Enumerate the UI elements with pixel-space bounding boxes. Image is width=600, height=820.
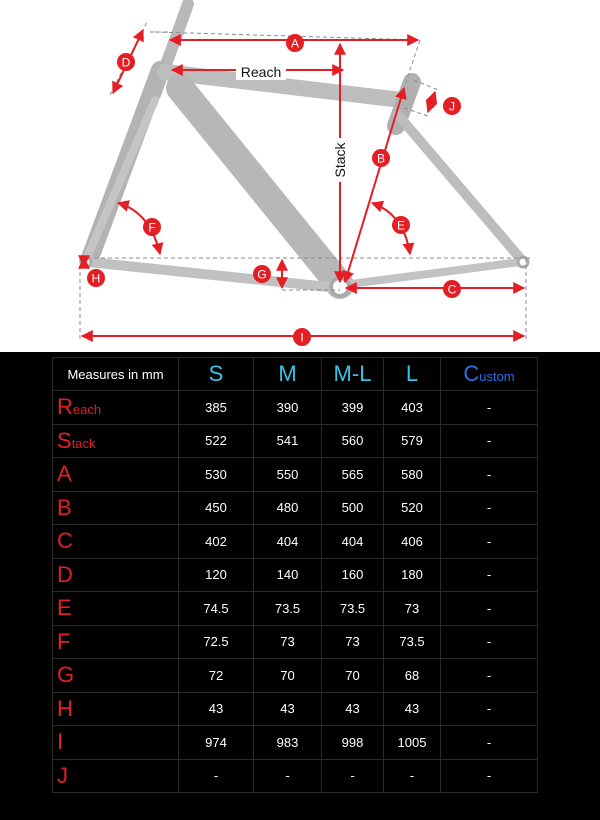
row-label: Stack: [53, 424, 179, 458]
svg-text:F: F: [148, 220, 156, 235]
badge-b: [372, 149, 390, 167]
cell-value: 983: [254, 726, 322, 760]
cell-value: 580: [384, 458, 441, 492]
cell-value: -: [441, 458, 538, 492]
cell-value: 399: [322, 391, 384, 425]
svg-text:E: E: [396, 218, 406, 233]
cell-value: -: [441, 759, 538, 793]
cell-value: 74.5: [179, 592, 254, 626]
cell-value: 140: [254, 558, 322, 592]
svg-text:H: H: [91, 271, 101, 286]
row-label: F: [53, 625, 179, 659]
cell-value: 120: [179, 558, 254, 592]
table-row: [53, 525, 538, 559]
badge-a: [286, 34, 304, 52]
size-header-l: L: [384, 358, 441, 391]
cell-value: -: [254, 759, 322, 793]
cell-value: 390: [254, 391, 322, 425]
cell-value: 43: [254, 692, 322, 726]
table-row: [53, 391, 538, 425]
cell-value: 73.5: [322, 592, 384, 626]
cell-value: -: [441, 726, 538, 760]
row-label: J: [53, 759, 179, 793]
cell-value: 68: [384, 659, 441, 693]
table-row: [53, 659, 538, 693]
cell-value: 500: [322, 491, 384, 525]
table-row: [53, 625, 538, 659]
geometry-table: [52, 357, 538, 793]
cell-value: -: [441, 525, 538, 559]
reach-label: Reach: [240, 64, 282, 80]
cell-value: 480: [254, 491, 322, 525]
cell-value: 450: [179, 491, 254, 525]
badge-h: [87, 269, 105, 287]
table-row: [53, 726, 538, 760]
badge-c: [443, 280, 461, 298]
cell-value: 406: [384, 525, 441, 559]
cell-value: 404: [322, 525, 384, 559]
badge-j: [443, 97, 461, 115]
cell-value: 73.5: [254, 592, 322, 626]
cell-value: -: [441, 391, 538, 425]
svg-text:B: B: [376, 151, 386, 166]
cell-value: -: [384, 759, 441, 793]
cell-value: -: [322, 759, 384, 793]
cell-value: 579: [384, 424, 441, 458]
stack-label: Stack: [332, 142, 348, 178]
svg-text:C: C: [447, 282, 457, 297]
badge-f: [143, 218, 161, 236]
cell-value: 565: [322, 458, 384, 492]
badge-d: [117, 53, 135, 71]
cell-value: 73: [384, 592, 441, 626]
cell-value: 73: [254, 625, 322, 659]
row-label: H: [53, 692, 179, 726]
cell-value: 43: [322, 692, 384, 726]
reference-lines: [80, 20, 530, 340]
geometry-table-wrapper: [52, 357, 538, 793]
row-label: C: [53, 525, 179, 559]
size-header-custom: Custom: [441, 358, 538, 391]
row-label: A: [53, 458, 179, 492]
size-header-s: S: [179, 358, 254, 391]
cell-value: 43: [179, 692, 254, 726]
svg-text:I: I: [300, 330, 304, 345]
cell-value: 522: [179, 424, 254, 458]
frame-drawing: [0, 0, 600, 352]
row-label: Reach: [53, 391, 179, 425]
cell-value: 72: [179, 659, 254, 693]
cell-value: 70: [254, 659, 322, 693]
row-label: D: [53, 558, 179, 592]
badge-e: [392, 216, 410, 234]
cell-value: 160: [322, 558, 384, 592]
table-row: [53, 558, 538, 592]
cell-value: -: [179, 759, 254, 793]
table-row: [53, 592, 538, 626]
cell-value: 530: [179, 458, 254, 492]
svg-text:A: A: [290, 36, 300, 51]
cell-value: 43: [384, 692, 441, 726]
table-header-row: [53, 358, 538, 391]
table-row: [53, 458, 538, 492]
frame-geometry-diagram: [0, 0, 600, 352]
cell-value: 520: [384, 491, 441, 525]
row-label: G: [53, 659, 179, 693]
cell-value: 1005: [384, 726, 441, 760]
row-label: I: [53, 726, 179, 760]
cell-value: 73: [322, 625, 384, 659]
cell-value: 73.5: [384, 625, 441, 659]
cell-value: 180: [384, 558, 441, 592]
cell-value: -: [441, 692, 538, 726]
cell-value: -: [441, 558, 538, 592]
cell-value: -: [441, 424, 538, 458]
cell-value: 70: [322, 659, 384, 693]
cell-value: 403: [384, 391, 441, 425]
cell-value: -: [441, 625, 538, 659]
cell-value: 385: [179, 391, 254, 425]
cell-value: -: [441, 659, 538, 693]
cell-value: 72.5: [179, 625, 254, 659]
badge-i: [293, 328, 311, 346]
size-header-m-l: M-L: [322, 358, 384, 391]
cell-value: 550: [254, 458, 322, 492]
header-measures-label: Measures in mm: [53, 358, 179, 391]
cell-value: 998: [322, 726, 384, 760]
cell-value: 974: [179, 726, 254, 760]
cell-value: 402: [179, 525, 254, 559]
row-label: B: [53, 491, 179, 525]
bike-frame: [81, 4, 528, 296]
cell-value: 560: [322, 424, 384, 458]
svg-text:J: J: [449, 99, 455, 114]
cell-value: 541: [254, 424, 322, 458]
cell-value: -: [441, 592, 538, 626]
size-header-m: M: [254, 358, 322, 391]
cell-value: -: [441, 491, 538, 525]
table-row: [53, 491, 538, 525]
svg-text:G: G: [257, 267, 267, 282]
table-row: [53, 759, 538, 793]
table-row: [53, 692, 538, 726]
svg-text:D: D: [121, 55, 131, 70]
badge-g: [253, 265, 271, 283]
cell-value: 404: [254, 525, 322, 559]
table-row: [53, 424, 538, 458]
row-label: E: [53, 592, 179, 626]
